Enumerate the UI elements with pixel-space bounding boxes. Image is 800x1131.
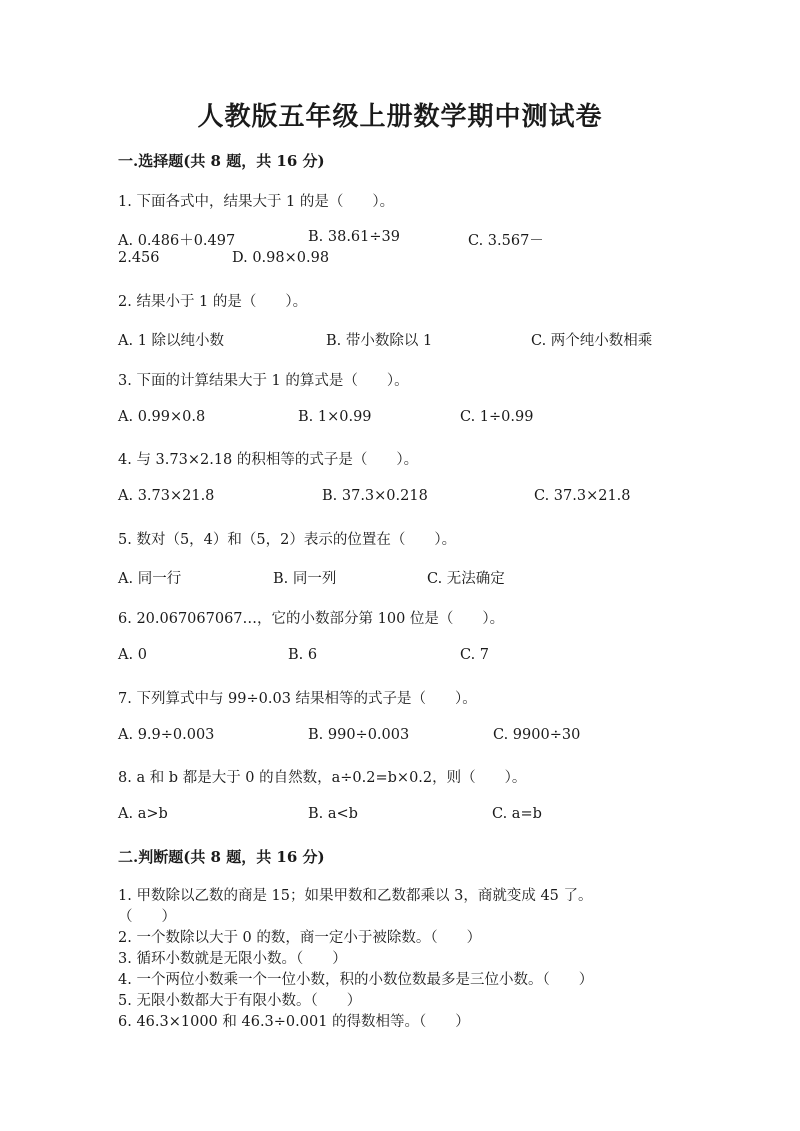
question-3-options [118, 409, 718, 429]
question-1: 1. 下面各式中，结果大于 1 的是（ ）。 [118, 194, 395, 210]
option-a: A. 同一行 [118, 571, 182, 587]
option-a: A. 1 除以纯小数 [118, 333, 225, 349]
question-4: 4. 与 3.73×2.18 的积相等的式子是（ ）。 [118, 452, 419, 468]
option-a: A. 9.9÷0.003 [118, 727, 215, 743]
option-c: C. 7 [460, 647, 490, 663]
tf-item-3: 3. 循环小数就是无限小数。（ ） [118, 951, 347, 967]
option-c: C. 9900÷30 [493, 727, 581, 743]
tf-item-2: 2. 一个数除以大于 0 的数，商一定小于被除数。（ ） [118, 930, 482, 946]
option-b: B. 990÷0.003 [308, 727, 410, 743]
page-title: 人教版五年级上册数学期中测试卷 [197, 102, 603, 132]
option-c: C. 1÷0.99 [460, 409, 534, 425]
question-5-options [118, 567, 718, 587]
tf-item-5: 5. 无限小数都大于有限小数。（ ） [118, 993, 362, 1009]
question-3: 3. 下面的计算结果大于 1 的算式是（ ）。 [118, 373, 409, 389]
question-8-options [118, 806, 718, 826]
question-7: 7. 下列算式中与 99÷0.03 结果相等的式子是（ ）。 [118, 691, 477, 707]
option-c: C. 两个纯小数相乘 [531, 333, 653, 349]
option-b: B. a<b [308, 806, 358, 822]
option-c: C. a=b [492, 806, 542, 822]
option-b: B. 6 [288, 647, 318, 663]
option-b: B. 37.3×0.218 [322, 488, 428, 504]
option-a: A. 0.99×0.8 [118, 409, 206, 425]
option-b: B. 同一列 [273, 571, 337, 587]
question-2-options [118, 329, 718, 349]
section-heading-true-false: 二.判断题(共 8 题，共 16 分) [118, 848, 325, 866]
option-a: A. 0.486＋0.497 [118, 233, 236, 249]
tf-item-6: 6. 46.3×1000 和 46.3÷0.001 的得数相等。（ ） [118, 1014, 470, 1030]
question-6-options [118, 647, 718, 667]
option-b: B. 38.61÷39 [308, 229, 400, 245]
option-c-cont: 2.456 [118, 250, 160, 266]
tf-item-4: 4. 一个两位小数乘一个一位小数，积的小数位数最多是三位小数。（ ） [118, 972, 594, 988]
question-2: 2. 结果小于 1 的是（ ）。 [118, 294, 308, 310]
option-d: D. 0.98×0.98 [232, 250, 330, 266]
question-6: 6. 20.067067067…，它的小数部分第 100 位是（ ）。 [118, 611, 505, 627]
option-c: C. 无法确定 [427, 571, 505, 587]
option-b: B. 1×0.99 [298, 409, 372, 425]
question-5: 5. 数对（5，4）和（5，2）表示的位置在（ ）。 [118, 532, 457, 548]
option-c: C. 37.3×21.8 [534, 488, 631, 504]
question-1-options [118, 229, 718, 249]
option-a: A. 0 [118, 647, 147, 663]
option-c: C. 3.567－ [468, 233, 544, 249]
question-7-options [118, 727, 718, 747]
option-a: A. 3.73×21.8 [118, 488, 215, 504]
tf-item-1-answer: （ ） [118, 909, 176, 925]
option-a: A. a>b [118, 806, 168, 822]
question-1-options-cont [118, 250, 718, 270]
question-4-options [118, 488, 718, 508]
question-8: 8. a 和 b 都是大于 0 的自然数，a÷0.2=b×0.2，则（ ）。 [118, 770, 527, 786]
option-b: B. 带小数除以 1 [326, 333, 433, 349]
section-heading-choice: 一.选择题(共 8 题，共 16 分) [118, 152, 325, 170]
tf-item-1: 1. 甲数除以乙数的商是 15；如果甲数和乙数都乘以 3，商就变成 45 了。 [118, 888, 593, 904]
